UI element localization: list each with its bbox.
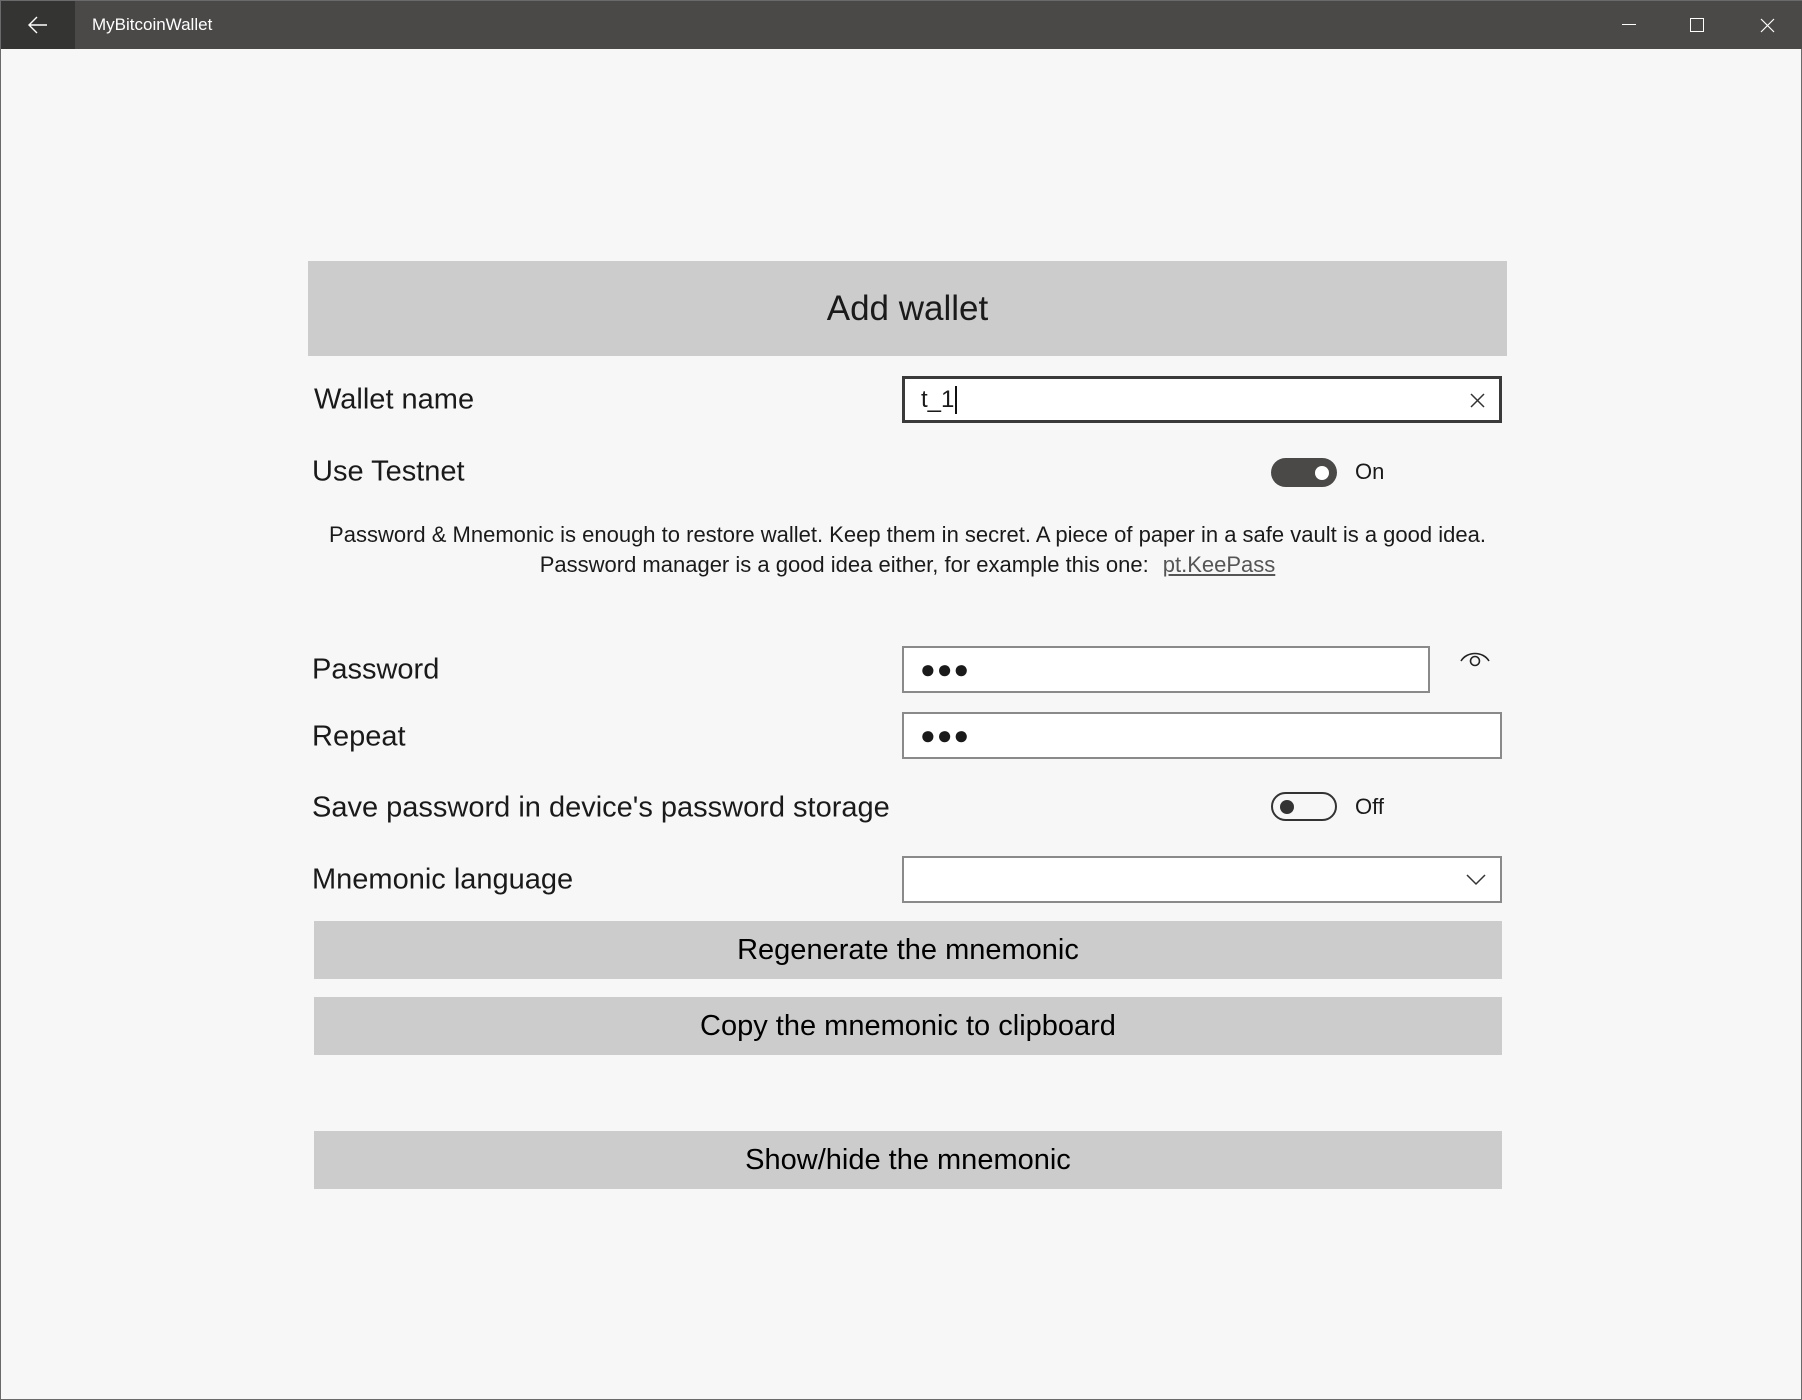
- repeat-password-input[interactable]: [902, 712, 1502, 759]
- testnet-state: On: [1355, 459, 1385, 484]
- info-line-1: Password & Mnemonic is enough to restore wallet. Keep them in secret. A piece of paper in a safe vault is a good idea.: [329, 522, 1486, 547]
- title-bar: [1, 1, 1802, 49]
- close-icon: [1760, 18, 1775, 33]
- password-label: Password: [312, 653, 440, 686]
- minimize-icon: [1622, 24, 1636, 26]
- save-password-toggle[interactable]: [1271, 792, 1337, 821]
- regenerate-mnemonic-button[interactable]: Regenerate the mnemonic: [314, 921, 1502, 979]
- reveal-password-icon[interactable]: [1459, 649, 1491, 671]
- back-button[interactable]: [1, 1, 75, 49]
- wallet-name-value: t_1: [921, 385, 955, 413]
- keepass-link[interactable]: pt.KeePass: [1162, 552, 1276, 577]
- save-password-state: Off: [1355, 794, 1384, 819]
- use-testnet-label: Use Testnet: [312, 455, 465, 488]
- info-line-2: Password manager is a good idea either, for example this one:: [539, 552, 1149, 577]
- wallet-name-input[interactable]: [902, 376, 1502, 423]
- password-value: ●●●: [920, 654, 971, 684]
- mnemonic-language-label: Mnemonic language: [312, 863, 574, 896]
- back-arrow-icon: [28, 16, 48, 34]
- testnet-toggle[interactable]: [1271, 458, 1337, 487]
- maximize-button[interactable]: [1663, 1, 1731, 49]
- maximize-icon: [1690, 18, 1704, 32]
- mnemonic-language-dropdown[interactable]: [902, 856, 1502, 903]
- window-title: MyBitcoinWallet: [92, 15, 213, 34]
- copy-mnemonic-button[interactable]: Copy the mnemonic to clipboard: [314, 997, 1502, 1055]
- toggle-knob: [1315, 466, 1329, 480]
- chevron-down-icon: [1466, 874, 1486, 886]
- repeat-label: Repeat: [312, 720, 406, 753]
- show-hide-mnemonic-button[interactable]: Show/hide the mnemonic: [314, 1131, 1502, 1189]
- close-button[interactable]: [1733, 1, 1801, 49]
- save-password-label: Save password in device's password storage: [312, 791, 890, 824]
- info-text: [308, 520, 1507, 580]
- page-title: Add wallet: [308, 261, 1507, 356]
- text-cursor: [955, 386, 957, 414]
- clear-icon[interactable]: [1470, 393, 1485, 408]
- repeat-value: ●●●: [920, 720, 971, 750]
- minimize-button[interactable]: [1595, 1, 1663, 49]
- toggle-knob: [1280, 800, 1294, 814]
- password-input[interactable]: [902, 646, 1430, 693]
- wallet-name-label: Wallet name: [314, 383, 475, 416]
